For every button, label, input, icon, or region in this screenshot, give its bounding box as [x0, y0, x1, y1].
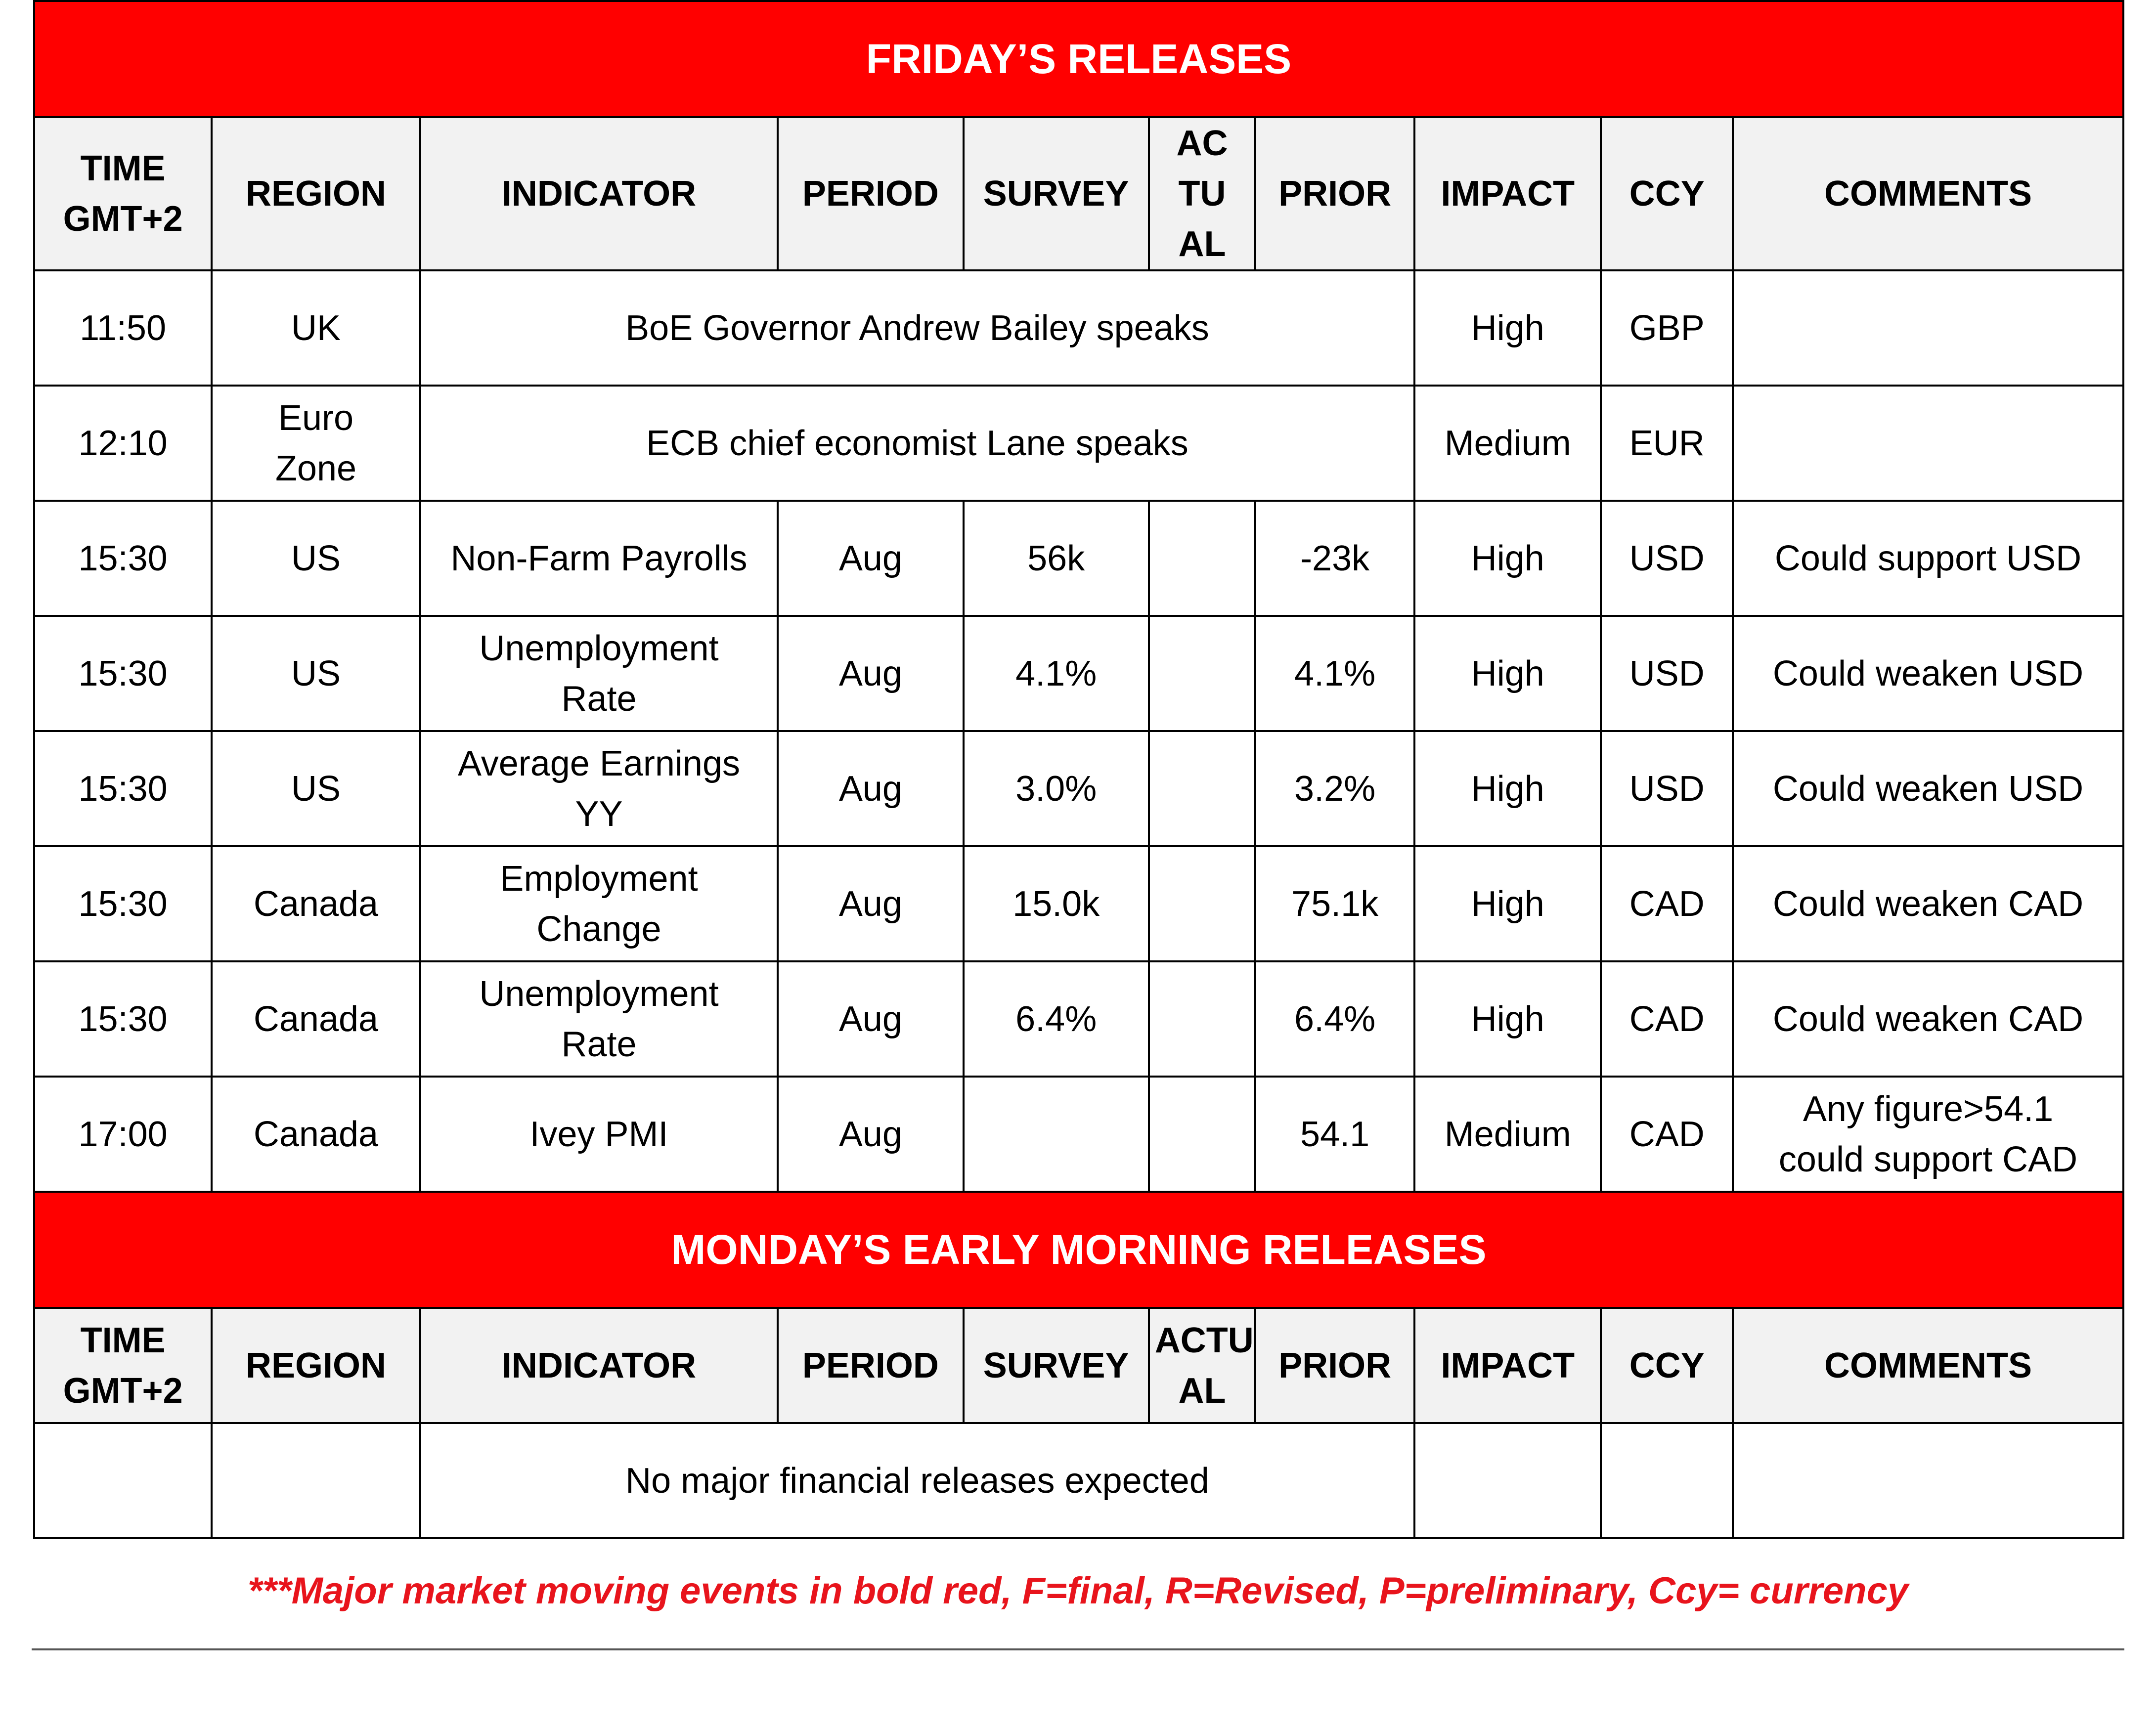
region-cell: [212, 1423, 420, 1538]
indicator-cell: [420, 501, 778, 616]
header-region: REGION: [212, 117, 420, 270]
region-cell: [212, 846, 420, 961]
indicator-cell-line: Rate: [561, 1024, 637, 1064]
impact-cell: [1414, 1423, 1601, 1538]
region-cell: [212, 731, 420, 846]
indicator-cell: [420, 961, 778, 1077]
actual-cell: [1149, 846, 1255, 961]
time-cell: 15:30: [34, 731, 212, 846]
region-cell-line: US: [291, 538, 341, 578]
comments-cell: [1733, 846, 2123, 961]
time-cell: 11:50: [34, 270, 212, 386]
header-prior: PRIOR: [1255, 117, 1414, 270]
impact-cell: High: [1414, 616, 1601, 731]
indicator-cell-line: Unemployment: [479, 628, 719, 668]
region-cell-line: Euro: [278, 398, 354, 438]
survey-cell: 4.1%: [964, 616, 1149, 731]
bottom-divider: [32, 1648, 2124, 1650]
header-survey: SURVEY: [964, 1308, 1149, 1423]
header-survey: SURVEY: [964, 117, 1149, 270]
monday-header-row: [34, 1308, 2123, 1423]
prior-cell: 6.4%: [1255, 961, 1414, 1077]
survey-cell: 56k: [964, 501, 1149, 616]
indicator-cell: [420, 731, 778, 846]
header-actual: AC TU AL: [1149, 117, 1255, 270]
comments-cell: [1733, 1077, 2123, 1192]
actual-cell: [1149, 1077, 1255, 1192]
ccy-cell: GBP: [1601, 270, 1733, 386]
ccy-cell: USD: [1601, 616, 1733, 731]
comments-cell: [1733, 270, 2123, 386]
header-ccy: CCY: [1601, 117, 1733, 270]
time-cell: 15:30: [34, 616, 212, 731]
friday-header-row: [34, 117, 2123, 270]
actual-cell: [1149, 961, 1255, 1077]
time-cell: 12:10: [34, 386, 212, 501]
prior-cell: -23k: [1255, 501, 1414, 616]
region-cell: [212, 386, 420, 501]
ccy-cell: CAD: [1601, 846, 1733, 961]
releases-sheet: [33, 0, 2124, 1539]
comments-cell: [1733, 386, 2123, 501]
header-actual: ACTU AL: [1149, 1308, 1255, 1423]
table-row: [34, 846, 2123, 961]
time-cell: 17:00: [34, 1077, 212, 1192]
indicator-cell-line: BoE Governor Andrew Bailey speaks: [625, 308, 1209, 348]
comments-cell-line: Could weaken USD: [1772, 769, 2084, 809]
table-row: [34, 1423, 2123, 1538]
indicator-cell: [420, 1077, 778, 1192]
period-cell: Aug: [778, 1077, 963, 1192]
indicator-cell-line: Average Earnings: [457, 743, 741, 783]
header-region: REGION: [212, 1308, 420, 1423]
period-cell: Aug: [778, 731, 963, 846]
period-cell: Aug: [778, 616, 963, 731]
indicator-cell: [420, 846, 778, 961]
table-row: [34, 270, 2123, 386]
comments-cell: [1733, 616, 2123, 731]
header-prior: PRIOR: [1255, 1308, 1414, 1423]
table-row: [34, 386, 2123, 501]
indicator-cell: [420, 270, 1414, 386]
prior-cell: 75.1k: [1255, 846, 1414, 961]
survey-cell: 15.0k: [964, 846, 1149, 961]
survey-cell: 6.4%: [964, 961, 1149, 1077]
region-cell-line: Canada: [253, 1114, 379, 1154]
impact-cell: High: [1414, 731, 1601, 846]
impact-cell: High: [1414, 961, 1601, 1077]
comments-cell: [1733, 501, 2123, 616]
impact-cell: High: [1414, 270, 1601, 386]
header-impact: IMPACT: [1414, 1308, 1601, 1423]
period-cell: Aug: [778, 501, 963, 616]
header-period: PERIOD: [778, 117, 963, 270]
indicator-cell-line: Ivey PMI: [529, 1114, 668, 1154]
header-indicator: INDICATOR: [420, 1308, 778, 1423]
header-indicator: INDICATOR: [420, 117, 778, 270]
indicator-cell-line: Rate: [561, 679, 637, 719]
ccy-cell: USD: [1601, 731, 1733, 846]
ccy-cell: USD: [1601, 501, 1733, 616]
indicator-cell-line: No major financial releases expected: [625, 1461, 1209, 1501]
time-cell: [34, 1423, 212, 1538]
actual-cell: [1149, 731, 1255, 846]
comments-cell-line: Could weaken CAD: [1772, 999, 2084, 1039]
ccy-cell: CAD: [1601, 1077, 1733, 1192]
prior-cell: 3.2%: [1255, 731, 1414, 846]
region-cell-line: Canada: [253, 999, 379, 1039]
header-impact: IMPACT: [1414, 117, 1601, 270]
comments-cell-line: Could weaken CAD: [1772, 884, 2084, 924]
table-row: [34, 731, 2123, 846]
time-cell: 15:30: [34, 961, 212, 1077]
table-row: [34, 616, 2123, 731]
ccy-cell: CAD: [1601, 961, 1733, 1077]
region-cell: [212, 270, 420, 386]
region-cell-line: US: [291, 769, 341, 809]
table-row: [34, 1077, 2123, 1192]
monday-banner: MONDAY’S EARLY MORNING RELEASES: [34, 1192, 2123, 1308]
actual-cell: [1149, 616, 1255, 731]
region-cell-line: Canada: [253, 884, 379, 924]
impact-cell: Medium: [1414, 386, 1601, 501]
indicator-cell-line: Non-Farm Payrolls: [450, 538, 748, 578]
indicator-cell-line: YY: [575, 794, 623, 834]
ccy-cell: EUR: [1601, 386, 1733, 501]
header-comments: COMMENTS: [1733, 1308, 2123, 1423]
indicator-cell: [420, 1423, 1414, 1538]
comments-cell-line: Could support USD: [1774, 538, 2082, 578]
actual-cell: [1149, 501, 1255, 616]
time-cell: 15:30: [34, 501, 212, 616]
header-time: TIME GMT+2: [34, 1308, 212, 1423]
time-cell: 15:30: [34, 846, 212, 961]
indicator-cell: [420, 616, 778, 731]
indicator-cell: [420, 386, 1414, 501]
region-cell: [212, 1077, 420, 1192]
comments-cell-line: Could weaken USD: [1772, 653, 2084, 693]
region-cell: [212, 501, 420, 616]
header-period: PERIOD: [778, 1308, 963, 1423]
comments-cell-line: could support CAD: [1778, 1139, 2078, 1179]
survey-cell: 3.0%: [964, 731, 1149, 846]
indicator-cell-line: Change: [536, 909, 661, 949]
region-cell-line: Zone: [275, 448, 357, 488]
indicator-cell-line: ECB chief economist Lane speaks: [646, 423, 1188, 463]
comments-cell: [1733, 731, 2123, 846]
prior-cell: 54.1: [1255, 1077, 1414, 1192]
period-cell: Aug: [778, 961, 963, 1077]
footnote: ***Major market moving events in bold red, F=final, R=Revised, P=preliminary, Ccy= currency: [247, 1570, 1909, 1612]
region-cell-line: US: [291, 653, 341, 693]
survey-cell: [964, 1077, 1149, 1192]
header-ccy: CCY: [1601, 1308, 1733, 1423]
table-row: [34, 501, 2123, 616]
region-cell: [212, 961, 420, 1077]
comments-cell: [1733, 1423, 2123, 1538]
indicator-cell-line: Employment: [500, 859, 698, 899]
releases-table: [33, 0, 2124, 1539]
region-cell-line: UK: [291, 308, 341, 348]
impact-cell: Medium: [1414, 1077, 1601, 1192]
table-row: [34, 961, 2123, 1077]
indicator-cell-line: Unemployment: [479, 974, 719, 1014]
comments-cell: [1733, 961, 2123, 1077]
period-cell: Aug: [778, 846, 963, 961]
header-time: TIME GMT+2: [34, 117, 212, 270]
impact-cell: High: [1414, 501, 1601, 616]
prior-cell: 4.1%: [1255, 616, 1414, 731]
comments-cell-line: Any figure>54.1: [1803, 1089, 2054, 1129]
friday-banner: FRIDAY’S RELEASES: [34, 1, 2123, 117]
impact-cell: High: [1414, 846, 1601, 961]
region-cell: [212, 616, 420, 731]
header-comments: COMMENTS: [1733, 117, 2123, 270]
ccy-cell: [1601, 1423, 1733, 1538]
